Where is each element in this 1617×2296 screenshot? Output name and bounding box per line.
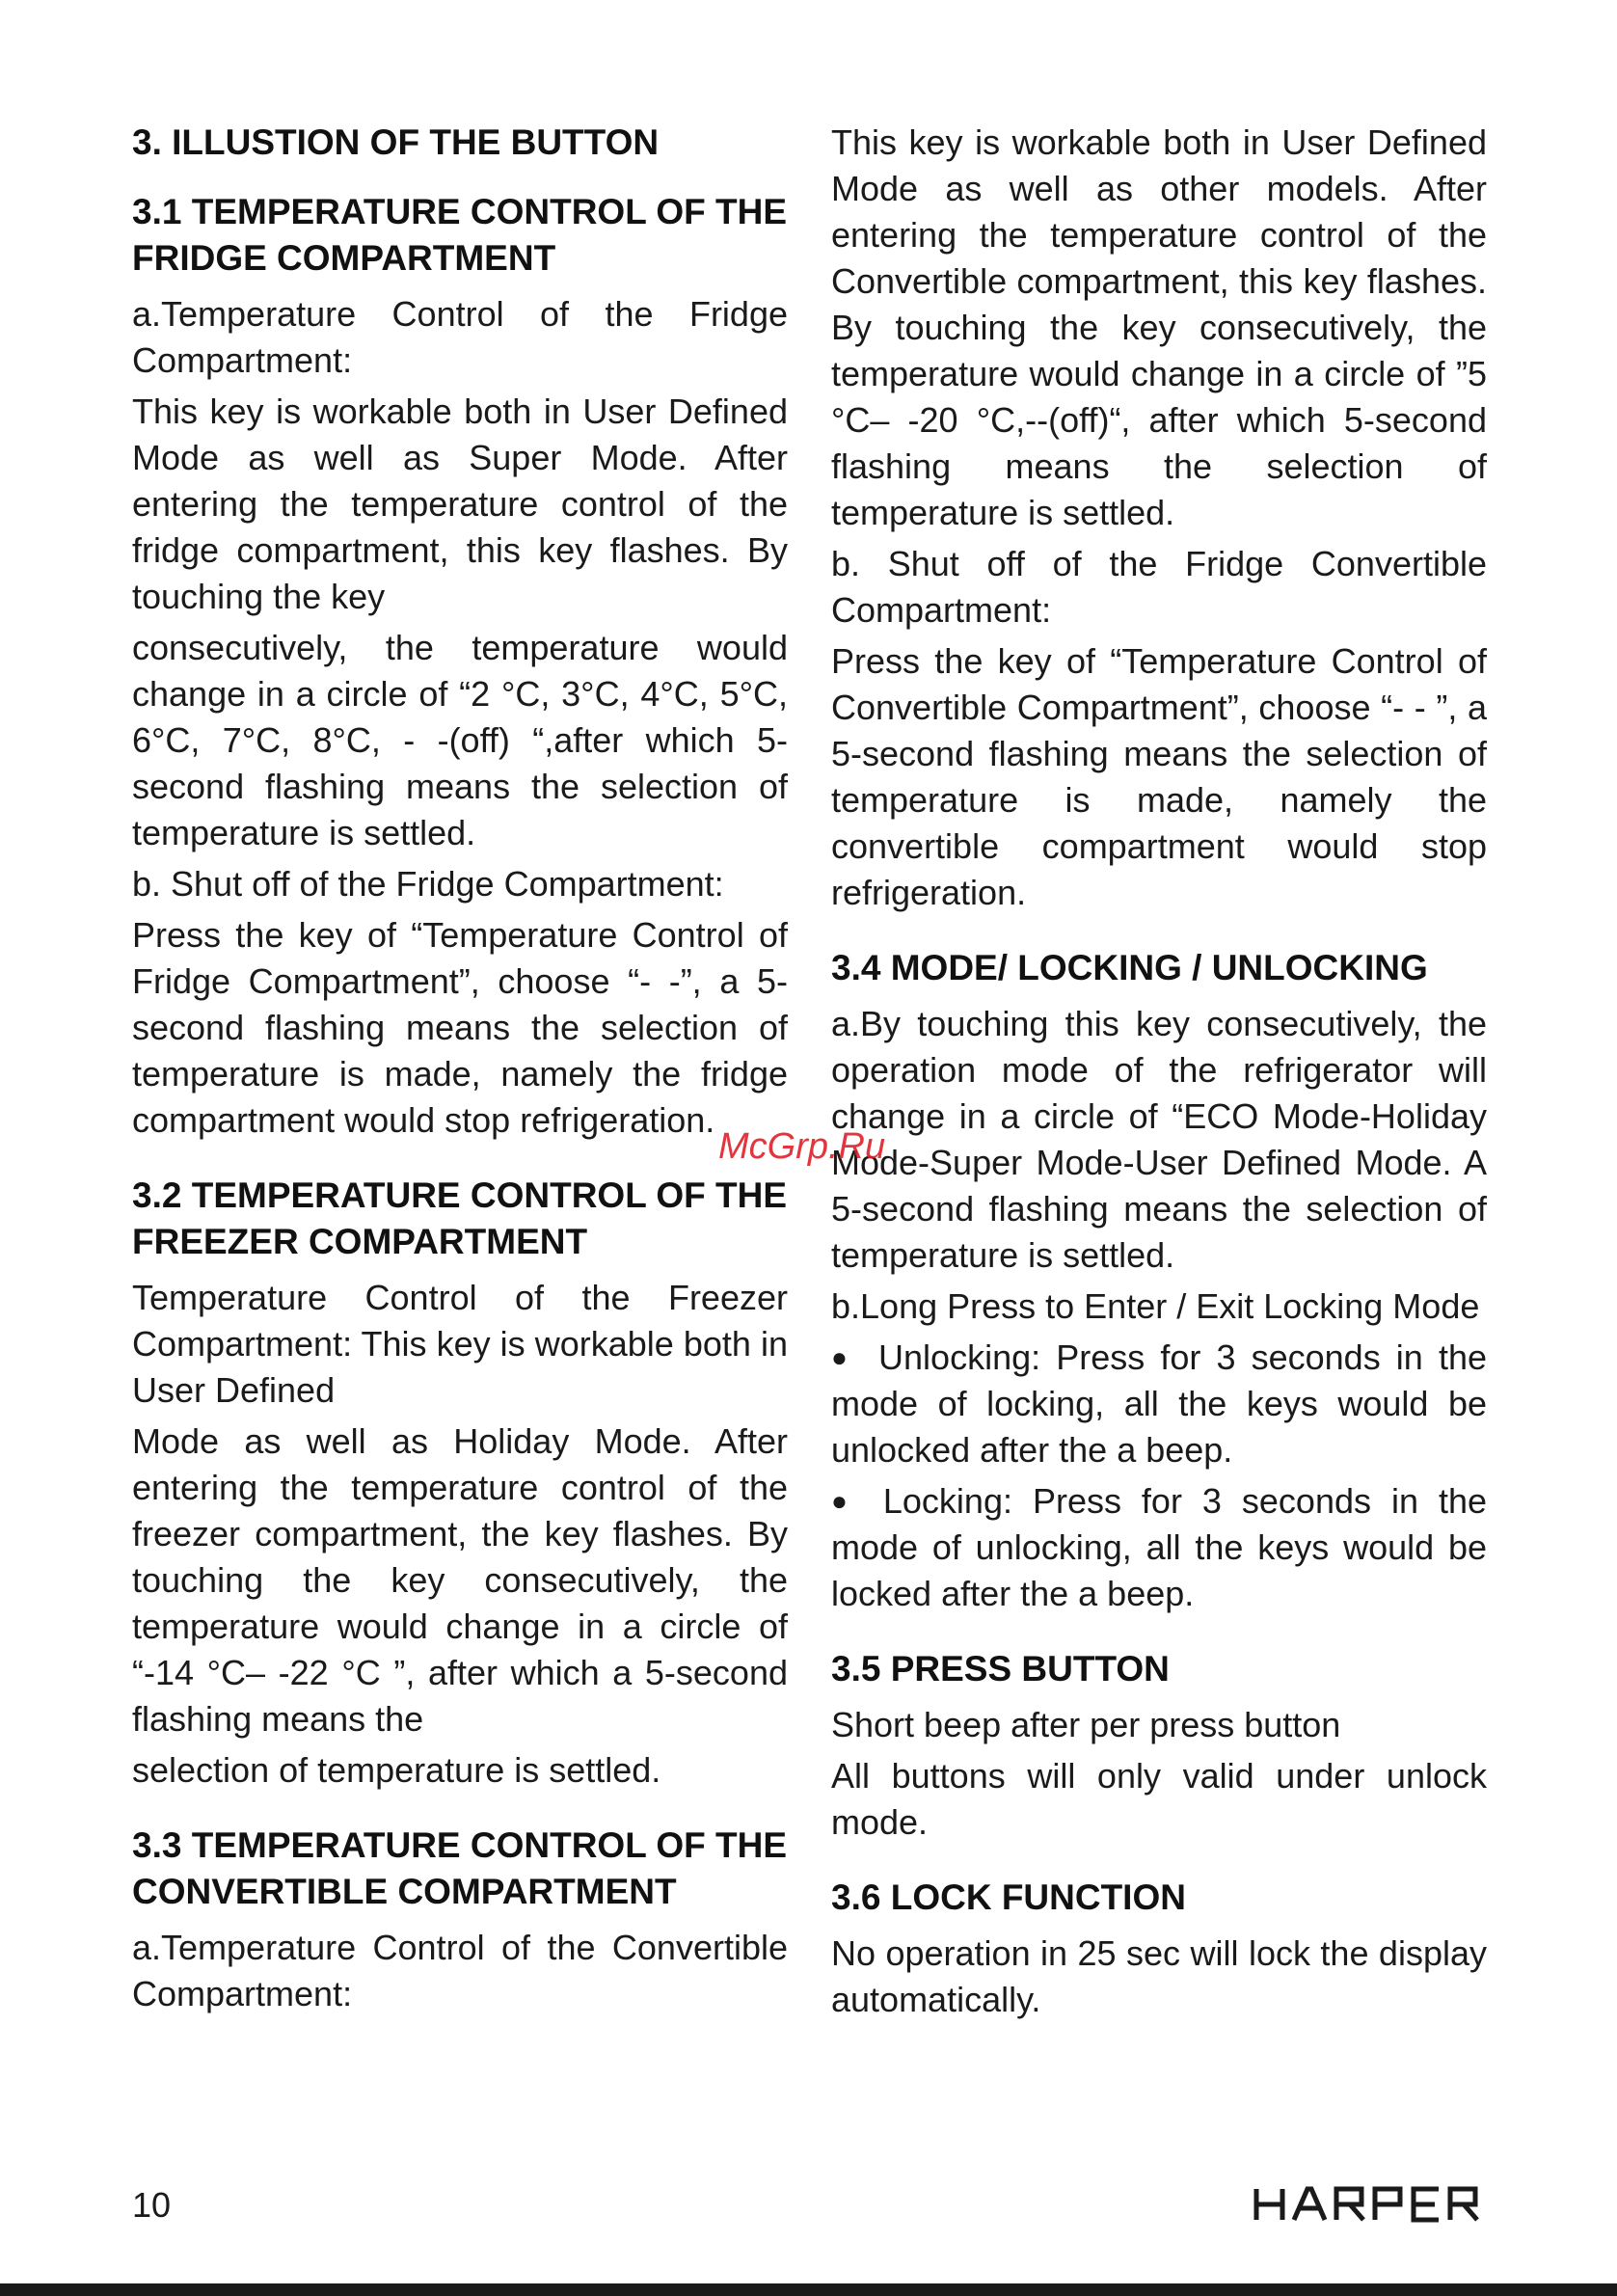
s31-paragraph-2: consecutively, the temperature would change in a circle of “2 °C, 3°C, 4°C, 5°C, 6°C, 7°C, 8°C, - -(off) “,after which 5-second flashing means the selection of temperature is settled.: [132, 628, 788, 852]
s31-subheading-b: b. Shut off of the Fridge Compartment:: [132, 864, 724, 904]
s33-subheading-a: a.Temperature Control of the Convertible Compartment:: [132, 1928, 788, 2013]
section-3-1-heading: 3.1 TEMPERATURE CONTROL OF THE FRIDGE COMPARTMENT: [132, 192, 788, 278]
s33-paragraph-2: Press the key of “Temperature Control of Convertible Compartment”, choose “- - ”, a 5-second flashing means the selection of temperature is made, namely the convertible compartment would stop refrigeration.: [831, 641, 1487, 912]
s34-paragraph-a: a.By touching this key consecutively, the operation mode of the refrigerator will change in a circle of “ECO Mode-Holiday Mode-Super Mode-User Defined Mode. A 5-second flashing means the selection of temperature is settled.: [831, 1004, 1487, 1275]
section-3-2-heading: 3.2 TEMPERATURE CONTROL OF THE FREEZER COMPARTMENT: [132, 1175, 788, 1261]
s32-paragraph-3: selection of temperature is settled.: [132, 1750, 661, 1790]
section-3-6-heading: 3.6 LOCK FUNCTION: [831, 1877, 1186, 1917]
bottom-rule: [0, 2283, 1617, 2296]
s31-paragraph-3: Press the key of “Temperature Control of Fridge Compartment”, choose “- -”, a 5-second flashing means the selection of temperature is made, namely the fridge compartment would stop refrigeration.: [132, 915, 788, 1140]
s32-paragraph-1: Temperature Control of the Freezer Compartment: This key is workable both in User Defined: [132, 1278, 788, 1410]
s32-paragraph-2: Mode as well as Holiday Mode. After entering the temperature control of the freezer compartment, the key flashes. By touching the key consecutively, the temperature would change in a circle of “-14 °C– -22 °C ”, after which a 5-second flashing means the: [132, 1421, 788, 1739]
s33-subheading-b: b. Shut off of the Fridge Convertible Compartment:: [831, 544, 1487, 630]
s35-paragraph-1: Short beep after per press button: [831, 1705, 1341, 1744]
harper-logo: [1253, 2185, 1488, 2224]
s34-subheading-b: b.Long Press to Enter / Exit Locking Mode: [831, 1286, 1480, 1326]
section-3-4-heading: 3.4 MODE/ LOCKING / UNLOCKING: [831, 948, 1428, 987]
s36-paragraph-1: No operation in 25 sec will lock the display automatically.: [831, 1933, 1487, 2019]
section-3-5-heading: 3.5 PRESS BUTTON: [831, 1649, 1170, 1688]
s31-paragraph-1: This key is workable both in User Defined Mode as well as Super Mode. After entering the temperature control of the fridge compartment, this key flashes. By touching the key: [132, 392, 788, 616]
s31-subheading-a: a.Temperature Control of the Fridge Compartment:: [132, 294, 788, 380]
section-3-3-heading: 3.3 TEMPERATURE CONTROL OF THE CONVERTIBLE COMPARTMENT: [132, 1825, 788, 1911]
s34-bullet-unlocking: ● Unlocking: Press for 3 seconds in the mode of locking, all the keys would be unlocked after the a beep.: [831, 1335, 1487, 1473]
page-number: 10: [132, 2185, 172, 2225]
right-column: [831, 120, 1487, 2028]
chapter-heading: 3. ILLUSTION OF THE BUTTON: [132, 122, 660, 162]
watermark: McGrp.Ru: [718, 1126, 886, 1167]
s33-paragraph-1: This key is workable both in User Defined Mode as well as other models. After entering the temperature control of the Convertible compartment, this key flashes. By touching the key consecutively, the temperature would change in a circle of ”5 °C– -20 °C,--(off)“, after which 5-second flashing means the selection of temperature is settled.: [831, 122, 1487, 532]
s34-bullet-locking: ● Locking: Press for 3 seconds in the mode of unlocking, all the keys would be locked after the a beep.: [831, 1478, 1487, 1617]
left-column: [132, 120, 788, 2022]
s35-paragraph-2: All buttons will only valid under unlock mode.: [831, 1756, 1487, 1842]
